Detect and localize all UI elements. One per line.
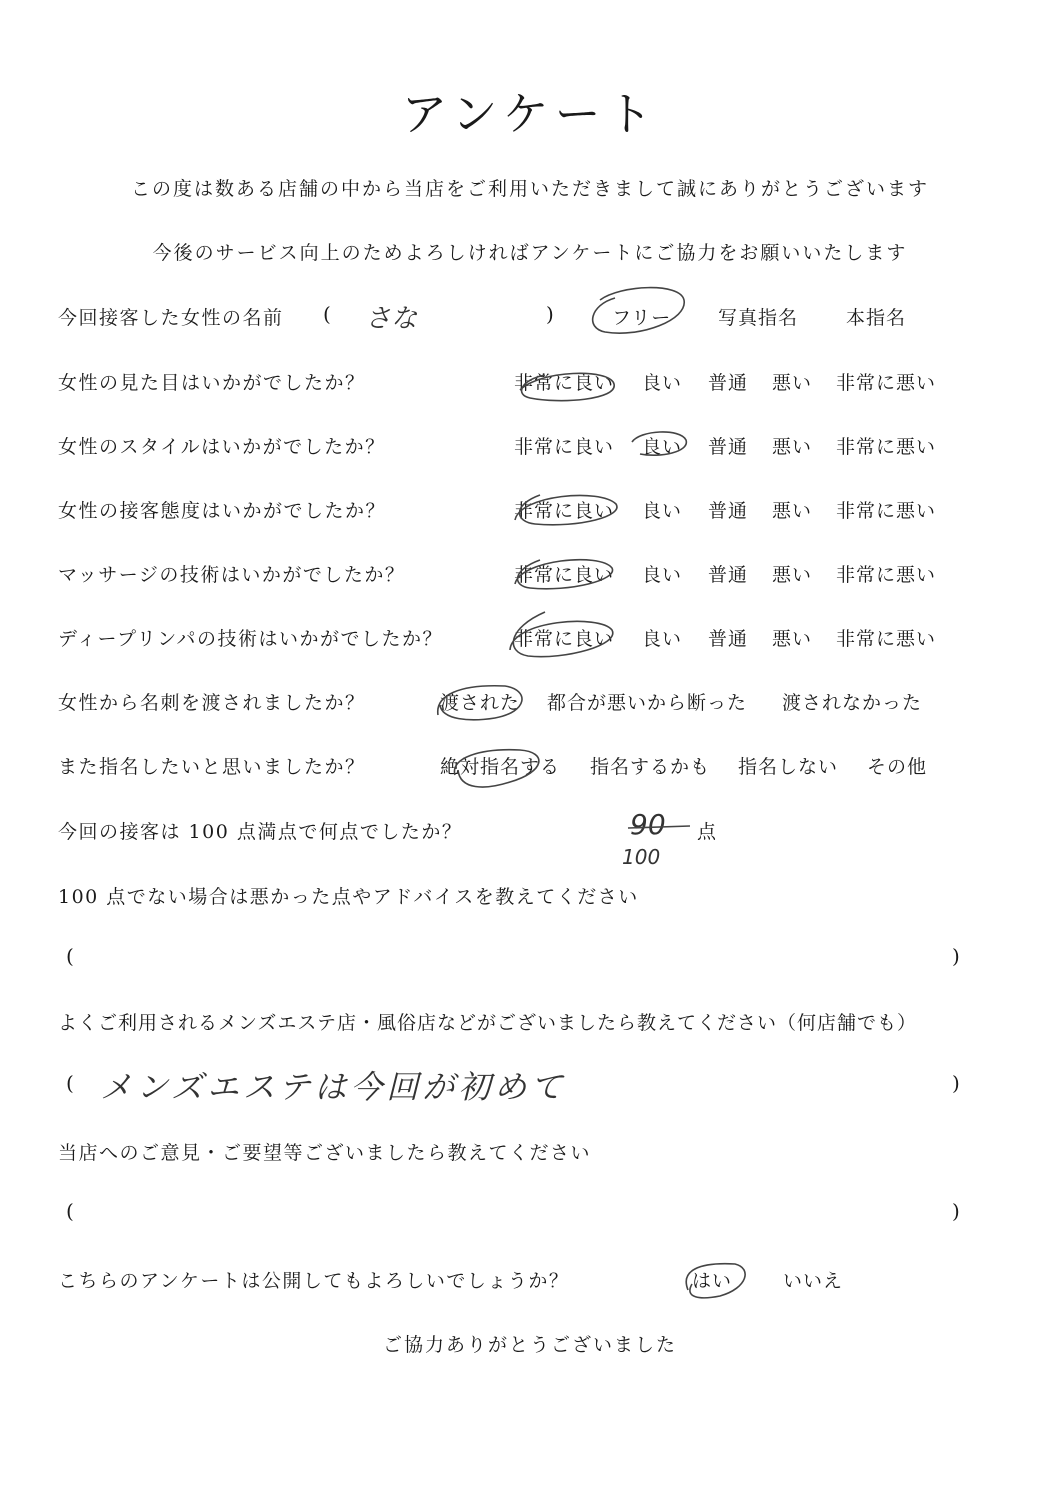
shops-answer[interactable]: メンズエステは今回が初めて (100, 1068, 567, 1106)
massage-question-label: マッサージの技術はいかがでしたか？ (58, 564, 406, 586)
lymph-option-very-good[interactable]: 非常に良い (514, 628, 615, 650)
again-option-definitely[interactable]: 絶対指名する (440, 756, 561, 778)
attitude-option-very-bad[interactable]: 非常に悪い (836, 500, 937, 522)
score-annotation: 100 (622, 845, 661, 869)
attitude-option-average[interactable]: 普通 (708, 500, 749, 522)
massage-option-very-good[interactable]: 非常に良い (514, 564, 615, 586)
lymph-option-good[interactable]: 良い (642, 628, 683, 650)
again-option-maybe[interactable]: 指名するかも (590, 756, 711, 778)
appearance-option-bad[interactable]: 悪い (772, 372, 813, 394)
name-question-label: 今回接客した女性の名前 (58, 307, 284, 329)
score-answer[interactable]: 90 (630, 808, 666, 841)
option-photo-nomination[interactable]: 写真指名 (718, 307, 799, 329)
opinion-open-paren: ( (66, 1199, 74, 1223)
attitude-option-good[interactable]: 良い (642, 500, 683, 522)
attitude-option-very-good[interactable]: 非常に良い (514, 500, 615, 522)
style-option-good[interactable]: 良い (642, 436, 683, 458)
shops-question-label: よくご利用されるメンズエステ店・風俗店などがございましたら教えてください（何店舗でも） (58, 1012, 918, 1034)
advice-question-label: 100 点でない場合は悪かった点やアドバイスを教えてください (58, 886, 639, 908)
lymph-option-bad[interactable]: 悪い (772, 628, 813, 650)
opinion-close-paren: ) (952, 1199, 960, 1223)
style-option-very-bad[interactable]: 非常に悪い (836, 436, 937, 458)
advice-open-paren: ( (66, 944, 74, 968)
massage-option-good[interactable]: 良い (642, 564, 683, 586)
survey-title: アンケート (401, 87, 659, 141)
business-card-question-label: 女性から名刺を渡されましたか？ (58, 692, 366, 714)
style-option-average[interactable]: 普通 (708, 436, 749, 458)
option-main-nomination[interactable]: 本指名 (846, 307, 907, 329)
name-answer[interactable]: さな (365, 304, 418, 334)
massage-option-bad[interactable]: 悪い (772, 564, 813, 586)
intro-line-2: 今後のサービス向上のためよろしければアンケートにご協力をお願いいたします (152, 242, 908, 264)
card-option-not-received[interactable]: 渡されなかった (782, 692, 923, 714)
name-open-paren: ( (323, 302, 331, 326)
publish-option-yes[interactable]: はい (692, 1270, 733, 1292)
name-close-paren: ) (546, 302, 554, 326)
shops-close-paren: ) (952, 1071, 960, 1095)
service-attitude-question-label: 女性の接客態度はいかがでしたか？ (58, 500, 387, 522)
card-option-declined[interactable]: 都合が悪いから断った (547, 692, 748, 714)
again-option-no[interactable]: 指名しない (738, 756, 839, 778)
shops-open-paren: ( (66, 1071, 74, 1095)
advice-close-paren: ) (952, 944, 960, 968)
card-option-received[interactable]: 渡された (440, 692, 521, 714)
closing-message: ご協力ありがとうございました (382, 1334, 677, 1356)
publish-option-no[interactable]: いいえ (783, 1270, 844, 1292)
appearance-option-good[interactable]: 良い (642, 372, 683, 394)
massage-option-average[interactable]: 普通 (708, 564, 749, 586)
massage-option-very-bad[interactable]: 非常に悪い (836, 564, 937, 586)
style-question-label: 女性のスタイルはいかがでしたか？ (58, 436, 386, 458)
nominate-again-question-label: また指名したいと思いましたか？ (58, 756, 366, 778)
score-question-label: 今回の接客は 100 点満点で何点でしたか？ (58, 821, 463, 843)
attitude-option-bad[interactable]: 悪い (772, 500, 813, 522)
appearance-question-label: 女性の見た目はいかがでしたか？ (58, 372, 366, 394)
style-option-bad[interactable]: 悪い (772, 436, 813, 458)
publish-question-label: こちらのアンケートは公開してもよろしいでしょうか？ (58, 1270, 570, 1292)
style-option-very-good[interactable]: 非常に良い (514, 436, 615, 458)
opinion-question-label: 当店へのご意見・ご要望等ございましたら教えてください (58, 1142, 592, 1164)
again-option-other[interactable]: その他 (867, 756, 928, 778)
deep-lymph-question-label: ディープリンパの技術はいかがでしたか？ (58, 628, 443, 650)
score-unit: 点 (697, 821, 718, 843)
appearance-option-very-bad[interactable]: 非常に悪い (836, 372, 937, 394)
option-free[interactable]: フリー (612, 307, 672, 329)
intro-line-1: この度は数ある店舗の中から当店をご利用いただきまして誠にありがとうございます (130, 178, 929, 200)
lymph-option-average[interactable]: 普通 (708, 628, 749, 650)
appearance-option-average[interactable]: 普通 (708, 372, 749, 394)
appearance-option-very-good[interactable]: 非常に良い (514, 372, 615, 394)
lymph-option-very-bad[interactable]: 非常に悪い (836, 628, 937, 650)
